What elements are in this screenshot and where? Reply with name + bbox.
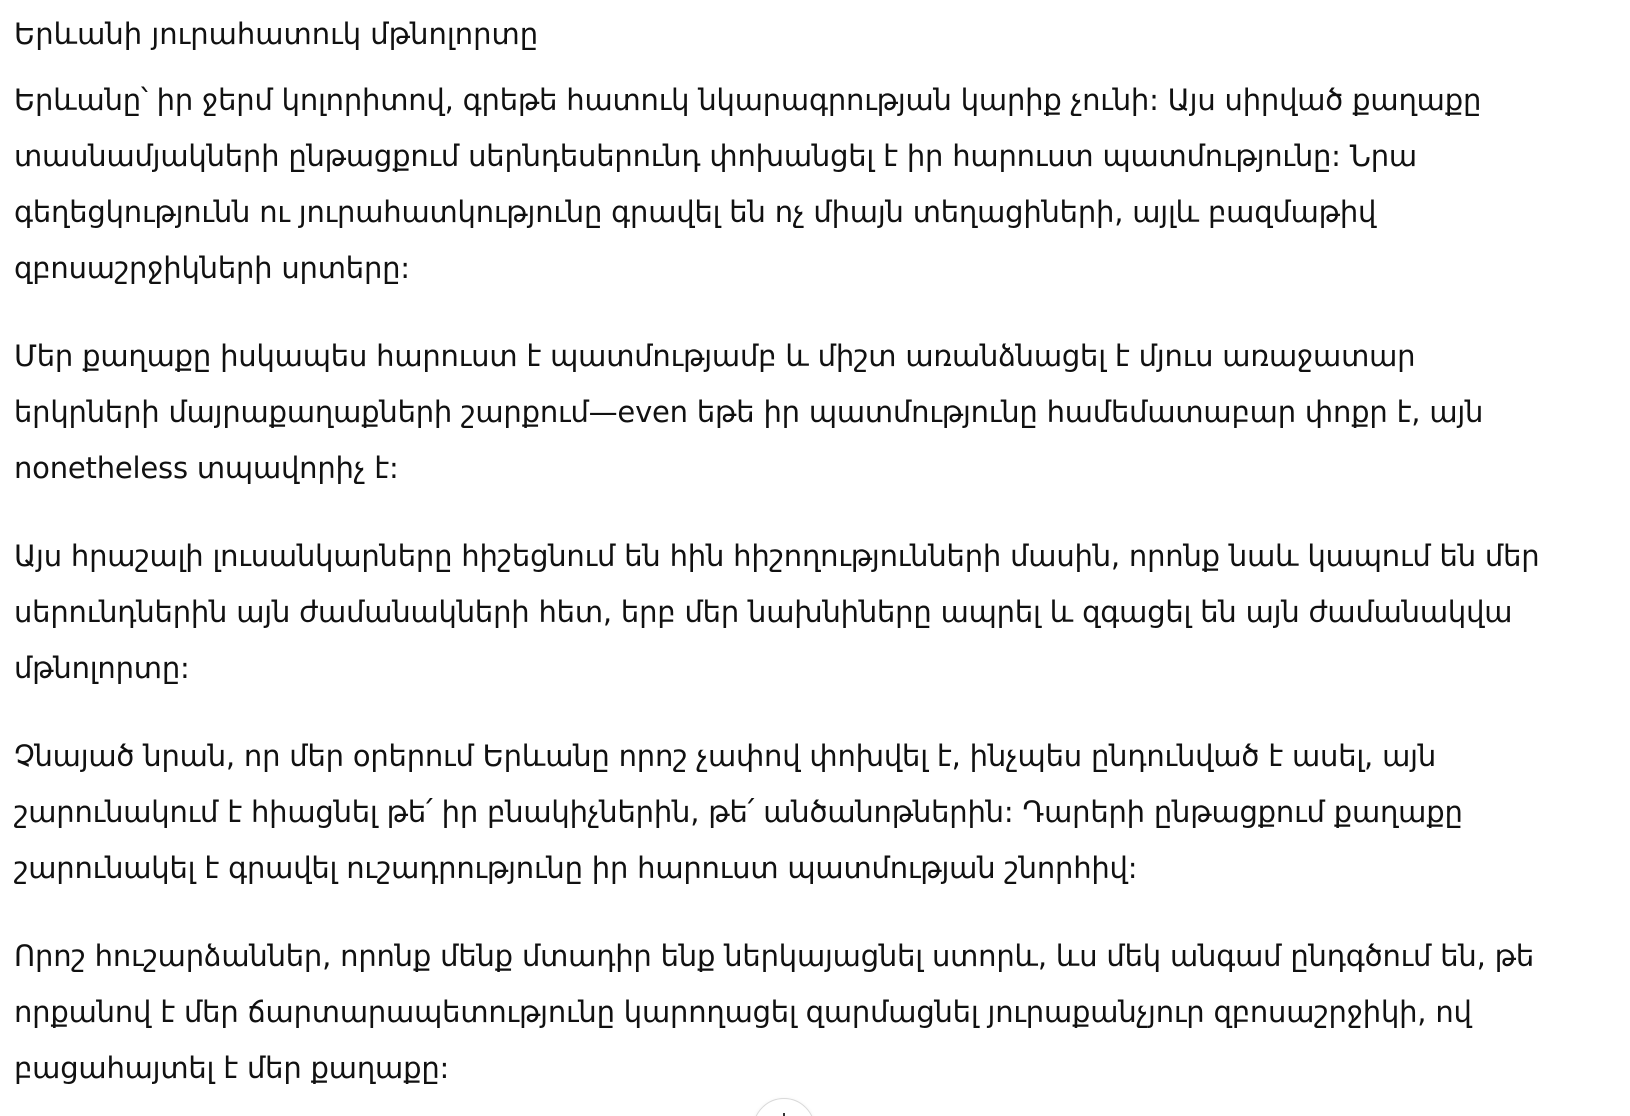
paragraph-line: Մեր քաղաքը իսկապես հարուստ է պատմությամբ և միշտ առանձնացել է մյուս առաջատար [14,339,1416,373]
paragraph-line: Որոշ հուշարձաններ, որոնք մենք մտադիր ենք ներկայացնել ստորև, ևս մեկ անգամ ընդգծում են, թե [14,939,1535,973]
paragraph-line: nonetheless տպավորիչ է: [14,451,399,485]
paragraph-line: մթնոլորտը: [14,651,190,685]
paragraph-line: զբոսաշրջիկների սրտերը: [14,251,410,285]
paragraph-2 [14,328,1604,496]
paragraph-3 [14,528,1604,696]
document-title: Երևանի յուրահատուկ մթնոլորտը [14,17,539,51]
paragraph-line: շարունակել է գրավել ուշադրությունը իր հարուստ պատմության շնորհիվ: [14,851,1138,885]
paragraph-5 [14,928,1604,1096]
paragraph-line: որքանով է մեր ճարտարապետությունը կարողացել զարմացնել յուրաքանչյուր զբոսաշրջիկի, ով [14,995,1472,1029]
paragraph-line: երկրների մայրաքաղաքների շարքում—even եթե իր պատմությունը համեմատաբար փոքր է, այն [14,395,1484,429]
paragraph-line: Երևանը՝ իր ջերմ կոլորիտով, գրեթե հատուկ նկարագրության կարիք չունի: Այս սիրված քաղաքը [14,83,1482,117]
paragraph-line: գեղեցկությունն ու յուրահատկությունը գրավել են ոչ միայն տեղացիների, այլև բազմաթիվ [14,195,1377,229]
paragraph-1 [14,72,1604,296]
document [14,0,1604,1116]
paragraph-4 [14,728,1604,896]
paragraph-line: բացահայտել է մեր քաղաքը: [14,1051,450,1085]
paragraph-line: Այս հրաշալի լուսանկարները հիշեցնում են հին հիշողությունների մասին, որոնք նաև կապում են մեր [14,539,1540,573]
paragraph-line: Չնայած նրան, որ մեր օրերում Երևանը որոշ չափով փոխվել է, ինչպես ընդունված է ասել, այն [14,739,1436,773]
paragraph-line: շարունակում է հիացնել թե՛ իր բնակիչներին, թե՛ անծանոթներին: Դարերի ընթացքում քաղաքը [14,795,1463,829]
paragraph-line: տասնամյակների ընթացքում սերնդեսերունդ փոխանցել է իր հարուստ պատմությունը: Նրա [14,139,1417,173]
paragraph-line: սերունդներին այն ժամանակների հետ, երբ մեր նախնիները ապրել և զգացել են այն ժամանակվա [14,595,1513,629]
